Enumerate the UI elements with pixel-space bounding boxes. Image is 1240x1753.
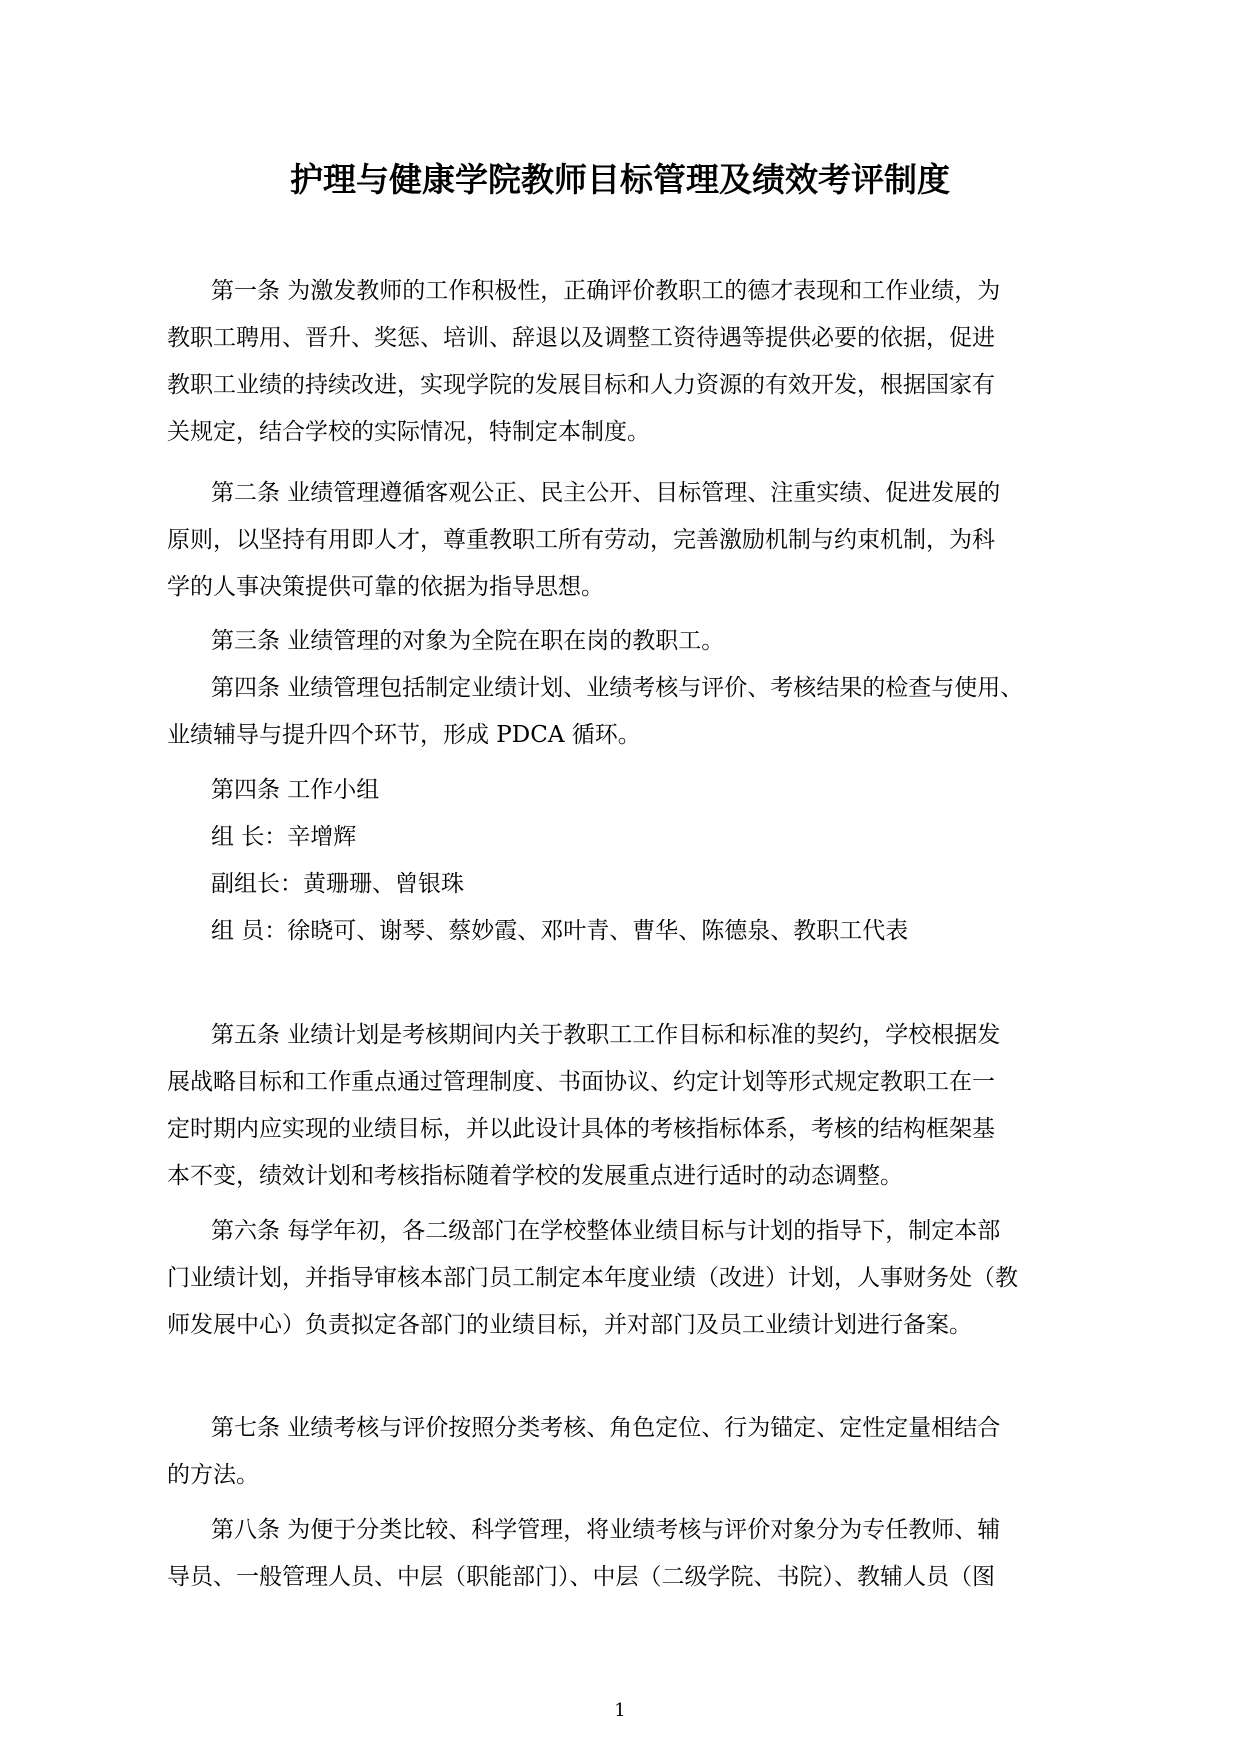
paragraph-line: 副组长：黄珊珊、曾银珠 <box>211 871 464 897</box>
paragraph-line: 本不变，绩效计划和考核指标随着学校的发展重点进行适时的动态调整。 <box>167 1163 903 1189</box>
paragraph-line: 第五条 业绩计划是考核期间内关于教职工工作目标和标准的契约，学校根据发 <box>211 1022 1001 1048</box>
paragraph-line: 第二条 业绩管理遵循客观公正、民主公开、目标管理、注重实绩、促进发展的 <box>211 480 1001 506</box>
paragraph-line: 关规定，结合学校的实际情况，特制定本制度。 <box>167 419 650 445</box>
paragraph-line: 导员、一般管理人员、中层（职能部门）、中层（二级学院、书院）、教辅人员（图 <box>167 1564 995 1590</box>
paragraph-line: 第八条 为便于分类比较、科学管理，将业绩考核与评价对象分为专任教师、辅 <box>211 1517 1001 1543</box>
paragraph-line: 第四条 工作小组 <box>211 777 380 803</box>
document-title: 护理与健康学院教师目标管理及绩效考评制度 <box>290 160 950 199</box>
paragraph-line: 原则，以坚持有用即人才，尊重教职工所有劳动，完善激励机制与约束机制，为科 <box>167 527 995 553</box>
paragraph-line: 第一条 为激发教师的工作积极性，正确评价教职工的德才表现和工作业绩，为 <box>211 278 1001 304</box>
paragraph-line: 教职工业绩的持续改进，实现学院的发展目标和人力资源的有效开发，根据国家有 <box>167 372 995 398</box>
paragraph-line: 定时期内应实现的业绩目标，并以此设计具体的考核指标体系，考核的结构框架基 <box>167 1116 995 1142</box>
paragraph-line: 第三条 业绩管理的对象为全院在职在岗的教职工。 <box>211 628 725 654</box>
paragraph-line: 第七条 业绩考核与评价按照分类考核、角色定位、行为锚定、定性定量相结合 <box>211 1415 1001 1441</box>
paragraph-line: 展战略目标和工作重点通过管理制度、书面协议、约定计划等形式规定教职工在一 <box>167 1069 995 1095</box>
page-number: 1 <box>614 1700 626 1721</box>
paragraph-line: 第六条 每学年初，各二级部门在学校整体业绩目标与计划的指导下，制定本部 <box>211 1218 1001 1244</box>
paragraph-line: 门业绩计划，并指导审核本部门员工制定本年度业绩（改进）计划，人事财务处（教 <box>167 1265 1018 1291</box>
paragraph-line: 教职工聘用、晋升、奖惩、培训、辞退以及调整工资待遇等提供必要的依据，促进 <box>167 325 995 351</box>
paragraph-line: 学的人事决策提供可靠的依据为指导思想。 <box>167 574 604 600</box>
paragraph-line: 组 长：辛增辉 <box>211 824 357 850</box>
paragraph-line: 第四条 业绩管理包括制定业绩计划、业绩考核与评价、考核结果的检查与使用、 <box>211 675 1024 701</box>
paragraph-line: 业绩辅导与提升四个环节，形成 PDCA 循环。 <box>167 722 641 748</box>
paragraph-line: 组 员：徐晓可、谢琴、蔡妙霞、邓叶青、曹华、陈德泉、教职工代表 <box>211 918 909 944</box>
paragraph-line: 师发展中心）负责拟定各部门的业绩目标，并对部门及员工业绩计划进行备案。 <box>167 1312 972 1338</box>
paragraph-line: 的方法。 <box>167 1462 259 1488</box>
